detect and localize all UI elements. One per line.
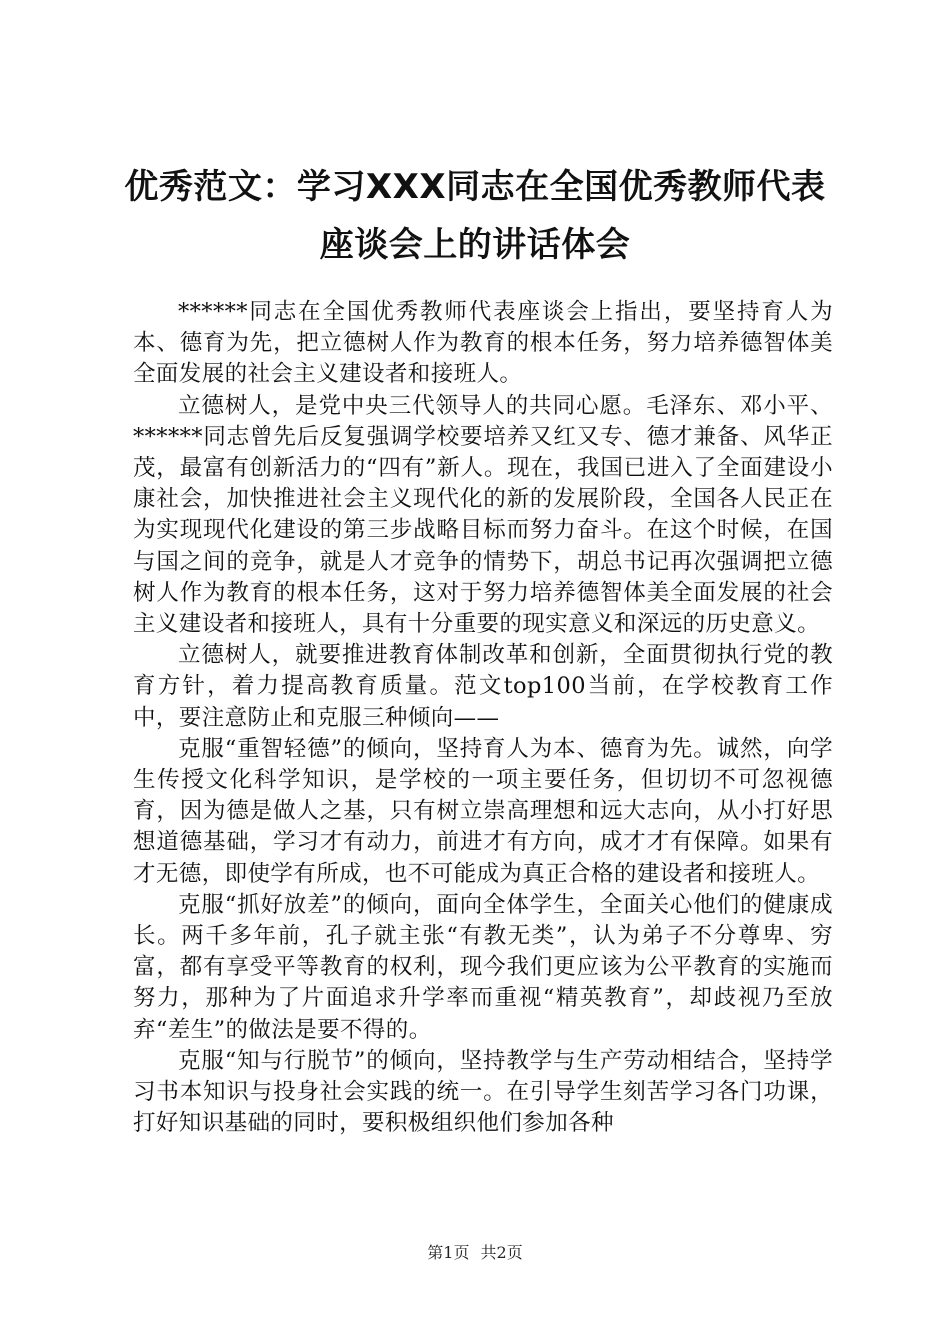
- paragraph: 克服“知与行脱节”的倾向，坚持教学与生产劳动相结合，坚持学习书本知识与投身社会实践的统一。在引导学生刻苦学习各门功课，打好知识基础的同时，要积极组织他们参加各种: [133, 1047, 833, 1137]
- paragraph: 立德树人，是党中央三代领导人的共同心愿。毛泽东、邓小平、******同志曾先后反复强调学校要培养又红又专、德才兼备、风华正茂，最富有创新活力的“四有”新人。现在，我国已进入了全面建设小康社会，加快推进社会主义现代化的新的发展阶段，全国各人民正在为实现现代化建设的第三步战略目标而努力奋斗。在这个时候，在国与国之间的竞争，就是人才竞争的情势下，胡总书记再次强调把立德树人作为教育的根本任务，这对于努力培养德智体美全面发展的社会主义建设者和接班人，具有十分重要的现实意义和深远的历史意义。: [133, 392, 833, 638]
- paragraph: 克服“抓好放差”的倾向，面向全体学生，全面关心他们的健康成长。两千多年前，孔子就主张“有教无类”，认为弟子不分尊卑、穷富，都有享受平等教育的权利，现今我们更应该为公平教育的实施而努力，那种为了片面追求升学率而重视“精英教育”，却歧视乃至放弃“差生”的做法是要不得的。: [133, 891, 833, 1043]
- title-line-1: 优秀范文：学习XXX同志在全国优秀教师代表: [124, 167, 826, 207]
- title-line-2: 座谈会上的讲话体会: [319, 225, 631, 265]
- page-footer: [0, 1243, 950, 1263]
- document-body: [133, 297, 833, 1139]
- paragraph: 立德树人，就要推进教育体制改革和创新，全面贯彻执行党的教育方针，着力提高教育质量。范文top100当前，在学校教育工作中，要注意防止和克服三种倾向——: [133, 642, 833, 731]
- paragraph: 克服“重智轻德”的倾向，坚持育人为本、德育为先。诚然，向学生传授文化科学知识，是学校的一项主要任务，但切切不可忽视德育，因为德是做人之基，只有树立崇高理想和远大志向，从小打好思想道德基础，学习才有动力，前进才有方向，成才才有保障。如果有才无德，即使学有所成，也不可能成为真正合格的建设者和接班人。: [133, 735, 833, 887]
- page-number: 第1页: [427, 1243, 470, 1262]
- paragraph: ******同志在全国优秀教师代表座谈会上指出，要坚持育人为本、德育为先，把立德树人作为教育的根本任务，努力培养德智体美全面发展的社会主义建设者和接班人。: [133, 299, 833, 388]
- document-title: [100, 158, 850, 274]
- page-total: 共2页: [480, 1243, 523, 1262]
